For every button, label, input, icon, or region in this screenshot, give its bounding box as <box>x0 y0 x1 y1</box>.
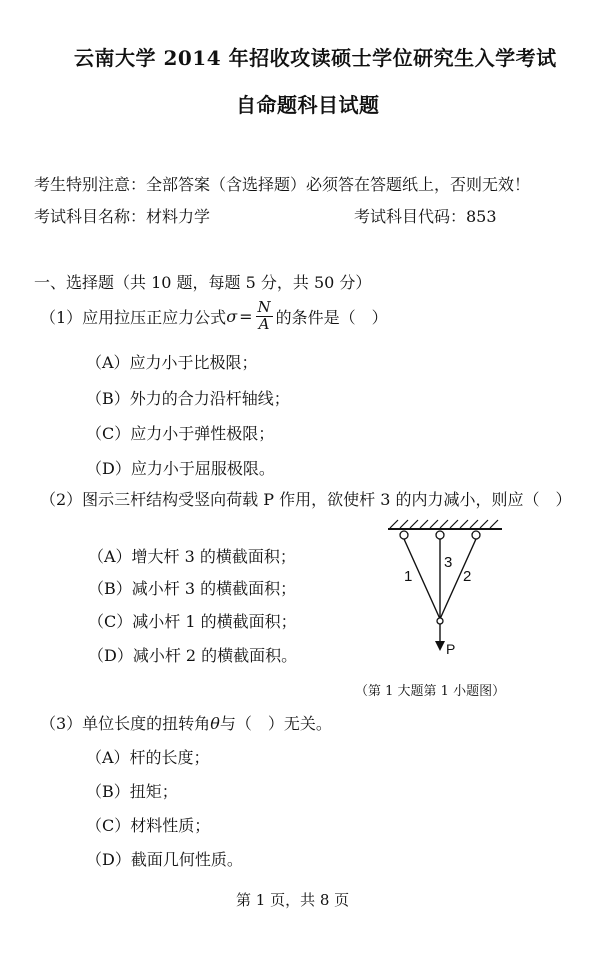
q2-option-b: （B）减小杆 3 的横截面积； <box>88 579 297 598</box>
q1-stem <box>40 300 388 333</box>
q2-option-c: （C）减小杆 1 的横截面积； <box>88 612 297 631</box>
q2-stem: （2）图示三杆结构受竖向荷载 P 作用，欲使杆 3 的内力减小，则应（ ） <box>40 490 572 509</box>
pin-left <box>400 531 408 539</box>
q3-suffix: 与（ ）无关。 <box>219 714 332 733</box>
load-arrow-head <box>435 641 445 651</box>
q3-option-d: （D）截面几何性质。 <box>86 850 243 869</box>
q3-theta: θ <box>210 714 220 733</box>
bar-3-label: 3 <box>444 554 453 571</box>
section-heading: 一、选择题（共 10 题，每题 5 分，共 50 分） <box>34 273 372 292</box>
joint-node <box>437 618 443 624</box>
three-bar-truss-figure <box>380 515 520 665</box>
subject-name: 考试科目名称：材料力学 <box>34 207 211 226</box>
q2-option-d: （D）减小杆 2 的横截面积。 <box>88 646 298 665</box>
q3-option-a: （A）杆的长度； <box>86 748 210 767</box>
q1-equals: = <box>239 306 253 326</box>
q1-denominator: A <box>258 314 270 333</box>
q1-option-c: （C）应力小于弹性极限； <box>86 424 275 443</box>
page-number: 第 1 页，共 8 页 <box>236 891 350 909</box>
figure-caption: （第 1 大题第 1 小题图） <box>355 684 506 699</box>
q3-stem <box>40 711 332 734</box>
pin-middle <box>436 531 444 539</box>
q3-option-c: （C）材料性质； <box>86 816 211 835</box>
q3-option-b: （B）扭矩； <box>86 782 178 801</box>
q1-option-a: （A）应力小于比极限； <box>86 353 258 372</box>
notice-text: 考生特别注意：全部答案（含选择题）必须答在答题纸上，否则无效！ <box>34 175 531 194</box>
q2-option-a: （A）增大杆 3 的横截面积； <box>88 547 296 566</box>
q1-option-d: （D）应力小于屈服极限。 <box>86 459 275 478</box>
q1-fraction <box>256 300 273 333</box>
exam-subtitle: 自命题科目试题 <box>236 93 380 117</box>
q3-prefix: （3）单位长度的扭转角 <box>40 714 211 733</box>
q1-prefix: （1）应用拉压正应力公式 <box>40 307 227 327</box>
bar-2-label: 2 <box>463 568 472 585</box>
subject-code: 考试科目代码：853 <box>354 207 497 226</box>
q1-suffix: 的条件是（ ） <box>275 307 388 327</box>
q1-numerator: N <box>257 298 271 316</box>
exam-title: 云南大学 2014 年招收攻读硕士学位研究生入学考试 <box>74 46 557 70</box>
bar-1-label: 1 <box>404 568 413 585</box>
q1-sigma: σ <box>226 306 238 326</box>
ceiling-hatch <box>390 520 498 528</box>
q1-option-b: （B）外力的合力沿杆轴线； <box>86 389 290 408</box>
pin-right <box>472 531 480 539</box>
load-label: P <box>446 641 456 657</box>
